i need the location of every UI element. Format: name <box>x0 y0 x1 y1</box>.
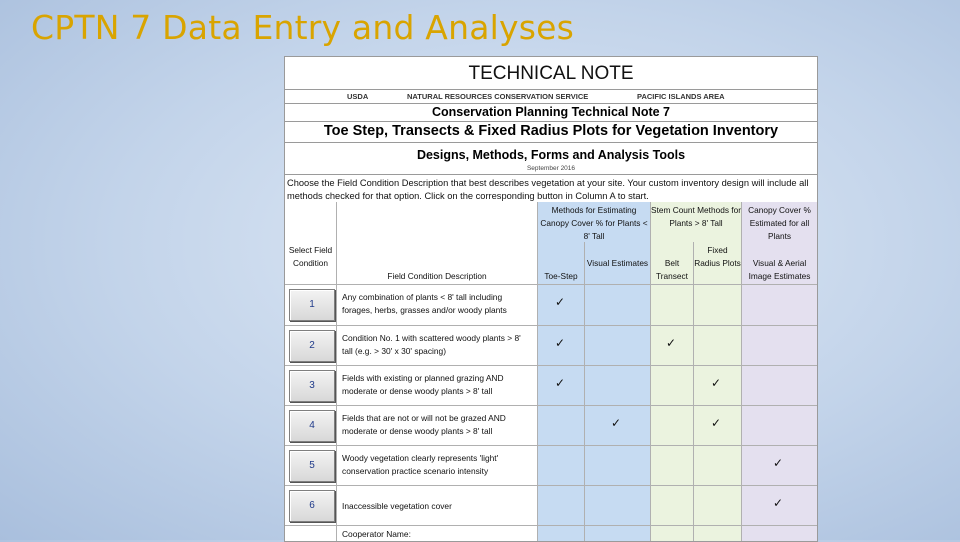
condition-6-description: Inaccessible vegetation cover <box>342 501 452 511</box>
condition-4-visual-check: ✓ <box>611 416 622 430</box>
condition-3-fixed-check: ✓ <box>711 376 722 390</box>
aerial-header: Visual & Aerial Image Estimates <box>748 258 811 281</box>
select-column-header: Select Field Condition <box>288 245 333 268</box>
condition-5-aerial-check: ✓ <box>773 456 784 470</box>
technical-note-document <box>284 56 818 542</box>
condition-4-button[interactable]: 4 <box>289 410 335 442</box>
condition-4-fixed-check: ✓ <box>711 416 722 430</box>
technical-note-heading: TECHNICAL NOTE <box>285 57 817 90</box>
cooperator-name-label: Cooperator Name: <box>342 529 411 539</box>
condition-5-description: Woody vegetation clearly represents 'light' conservation practice scenario intensity <box>342 453 499 476</box>
cptn-heading: Conservation Planning Technical Note 7 <box>285 103 817 122</box>
nrcs-label: NATURAL RESOURCES CONSERVATION SERVICE <box>407 92 589 101</box>
visual-column <box>584 202 650 542</box>
row-divider <box>285 325 817 326</box>
condition-3-button[interactable]: 3 <box>289 370 335 402</box>
toe-step-column <box>537 202 584 542</box>
grid-line <box>693 242 694 542</box>
row-divider <box>285 525 817 526</box>
canopy-short-header: Methods for Estimating Canopy Cover % for Plants < 8' Tall <box>540 205 648 241</box>
fixed-header: Fixed Radius Plots <box>694 245 741 268</box>
agency-line <box>285 89 817 104</box>
grid-line <box>741 202 742 542</box>
condition-1-description: Any combination of plants < 8' tall including forages, herbs, grasses and/or woody plants <box>342 292 507 315</box>
grid-line <box>650 202 651 542</box>
header-divider <box>285 284 817 285</box>
slide-title: CPTN 7 Data Entry and Analyses <box>31 8 575 47</box>
condition-2-toe-check: ✓ <box>555 336 566 350</box>
grid-line <box>537 202 538 542</box>
document-date: September 2016 <box>526 165 576 172</box>
condition-2-belt-check: ✓ <box>666 336 677 350</box>
grid-line <box>584 242 585 542</box>
row-divider <box>285 365 817 366</box>
condition-4-description: Fields that are not or will not be grazed AND moderate or dense woody plants > 8' tall <box>342 413 506 436</box>
belt-header: Belt Transect <box>656 258 688 281</box>
aerial-column <box>741 202 817 542</box>
condition-1-toe-check: ✓ <box>555 295 566 309</box>
condition-2-description: Condition No. 1 with scattered woody plants > 8' tall (e.g. > 30' x 30' spacing) <box>342 333 521 356</box>
document-subtitle: Designs, Methods, Forms and Analysis Tools <box>416 148 686 162</box>
canopy-all-header: Canopy Cover % Estimated for all Plants <box>748 205 811 241</box>
row-divider <box>285 445 817 446</box>
belt-column <box>650 202 693 542</box>
condition-6-aerial-check: ✓ <box>773 496 784 510</box>
description-column-header: Field Condition Description <box>387 271 487 281</box>
condition-1-button[interactable]: 1 <box>289 289 335 321</box>
stem-count-header: Stem Count Methods for Plants > 8' Tall <box>651 205 741 228</box>
subtitle-block <box>285 142 817 175</box>
condition-5-button[interactable]: 5 <box>289 450 335 482</box>
condition-3-toe-check: ✓ <box>555 376 566 390</box>
document-title: Toe Step, Transects & Fixed Radius Plots for Vegetation Inventory <box>285 121 817 143</box>
row-divider <box>285 405 817 406</box>
condition-3-description: Fields with existing or planned grazing AND moderate or dense woody plants > 8' tall <box>342 373 504 396</box>
condition-2-button[interactable]: 2 <box>289 330 335 362</box>
area-label: PACIFIC ISLANDS AREA <box>637 92 725 101</box>
usda-label: USDA <box>347 92 369 101</box>
condition-6-button[interactable]: 6 <box>289 490 335 522</box>
visual-header: Visual Estimates <box>586 258 649 268</box>
row-divider <box>285 485 817 486</box>
instructions: Choose the Field Condition Description that best describes vegetation at your site. Your custom inventory design will include all methods checked for that option. Click on the corresponding button in Column A to start. <box>287 178 809 201</box>
grid-line <box>336 202 337 542</box>
toe-step-header: Toe-Step <box>544 271 578 281</box>
